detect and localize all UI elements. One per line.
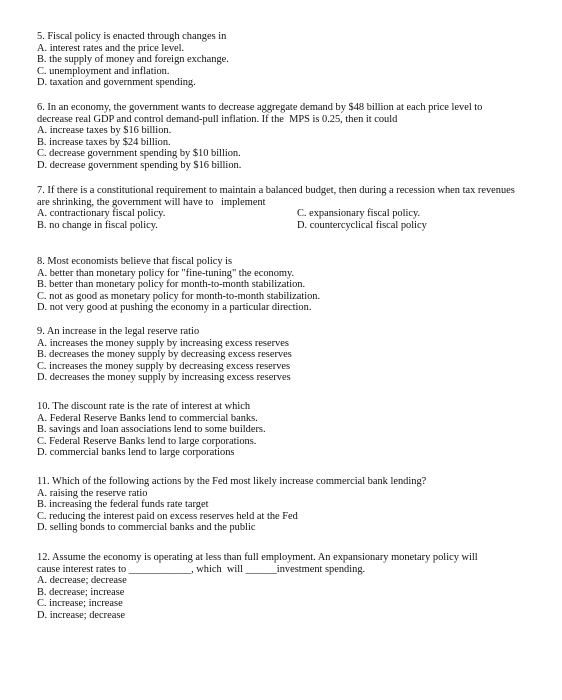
option-d: D. commercial banks lend to large corporations xyxy=(37,447,235,459)
question-stem: 9. An increase in the legal reserve ratio xyxy=(37,326,200,337)
option-c: C. increases the money supply by decreasing excess reserves xyxy=(37,360,291,372)
option-a: A. increases the money supply by increasing excess reserves xyxy=(37,337,289,349)
option-d: D. selling bonds to commercial banks and the public xyxy=(37,522,256,534)
option-b: B. no change in fiscal policy. xyxy=(37,219,158,231)
question-stem: 7. If there is a constitutional requirement to maintain a balanced budget, then during a recession when tax revenues xyxy=(37,185,515,196)
option-a: A. increase taxes by $16 billion. xyxy=(37,125,172,137)
option-d: D. taxation and government spending. xyxy=(37,77,196,89)
question-stem: 6. In an economy, the government wants to decrease aggregate demand by $48 billion at each price level to xyxy=(37,102,483,113)
option-d: D. countercyclical fiscal policy xyxy=(297,219,427,231)
option-a: A. decrease; decrease xyxy=(37,575,127,587)
question-9 xyxy=(37,326,527,384)
option-b: B. decreases the money supply by decreasing excess reserves xyxy=(37,349,292,361)
question-12 xyxy=(37,552,527,622)
option-a: A. better than monetary policy for "fine-tuning" the economy. xyxy=(37,267,295,279)
option-d: D. not very good at pushing the economy in a particular direction. xyxy=(37,302,312,314)
option-b: B. better than monetary policy for month-to-month stabilization. xyxy=(37,279,306,291)
option-c: C. unemployment and inflation. xyxy=(37,65,170,77)
option-b: B. the supply of money and foreign exchange. xyxy=(37,54,229,66)
option-c: C. Federal Reserve Banks lend to large corporations. xyxy=(37,435,257,447)
question-10 xyxy=(37,401,527,459)
option-b: B. increase taxes by $24 billion. xyxy=(37,136,171,148)
question-7 xyxy=(37,185,527,231)
question-stem: 8. Most economists believe that fiscal policy is xyxy=(37,256,233,267)
option-c: C. decrease government spending by $10 billion. xyxy=(37,148,241,160)
question-stem: 11. Which of the following actions by the Fed most likely increase commercial bank lending? xyxy=(37,476,427,487)
question-stem-continued: cause interest rates to ____________, which will ______investment spending. xyxy=(37,563,366,575)
question-6 xyxy=(37,102,527,172)
option-d: D. decreases the money supply by increasing excess reserves xyxy=(37,372,291,384)
question-11 xyxy=(37,476,527,534)
options-row xyxy=(37,220,527,232)
option-a: A. Federal Reserve Banks lend to commercial banks. xyxy=(37,412,258,424)
option-a: A. interest rates and the price level. xyxy=(37,42,185,54)
question-stem: 5. Fiscal policy is enacted through changes in xyxy=(37,31,227,42)
options-row xyxy=(37,208,527,220)
option-c: C. reducing the interest paid on excess reserves held at the Fed xyxy=(37,510,298,522)
option-c: C. increase; increase xyxy=(37,598,123,610)
option-a: A. contractionary fiscal policy. xyxy=(37,208,166,220)
question-stem: 12. Assume the economy is operating at less than full employment. An expansionary monetary policy will xyxy=(37,552,478,563)
question-stem-continued: decrease real GDP and control demand-pull inflation. If the MPS is 0.25, then it could xyxy=(37,113,398,125)
option-c: C. not as good as monetary policy for month-to-month stabilization. xyxy=(37,290,321,302)
option-b: B. savings and loan associations lend to some builders. xyxy=(37,424,266,436)
option-b: B. decrease; increase xyxy=(37,586,125,598)
option-d: D. decrease government spending by $16 billion. xyxy=(37,159,242,171)
option-a: A. raising the reserve ratio xyxy=(37,487,148,499)
question-stem-continued: are shrinking, the government will have to implement xyxy=(37,196,266,208)
question-5 xyxy=(37,31,527,89)
question-stem: 10. The discount rate is the rate of interest at which xyxy=(37,401,251,412)
option-b: B. increasing the federal funds rate target xyxy=(37,499,209,511)
option-d: D. increase; decrease xyxy=(37,609,125,621)
question-8 xyxy=(37,256,527,314)
option-c: C. expansionary fiscal policy. xyxy=(297,208,421,220)
